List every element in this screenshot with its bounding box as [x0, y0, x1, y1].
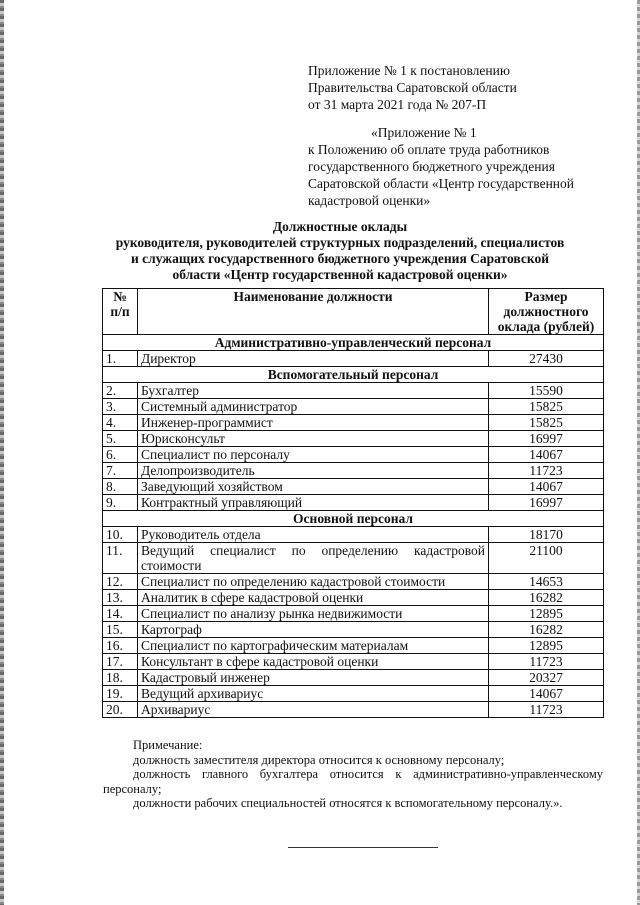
table-row: [103, 463, 604, 479]
row-salary: 18170: [489, 527, 604, 543]
table-row: [103, 351, 604, 367]
row-num: 3.: [103, 399, 138, 415]
row-name: Бухгалтер: [138, 383, 489, 399]
annex-line: Правительства Саратовской области: [308, 80, 517, 95]
row-num: 16.: [103, 638, 138, 654]
row-salary: 16997: [489, 495, 604, 511]
salary-table: [102, 288, 604, 718]
note-item: должность заместителя директора относится к основному персоналу;: [133, 752, 505, 767]
row-num: 19.: [103, 686, 138, 702]
table-row: [103, 527, 604, 543]
row-name: Инженер-программист: [138, 415, 489, 431]
table-row: [103, 670, 604, 686]
sub-annex-line: «Приложение № 1: [371, 125, 477, 140]
row-salary: 20327: [489, 670, 604, 686]
annex-line: Приложение № 1 к постановлению: [308, 63, 510, 78]
row-salary: 11723: [489, 654, 604, 670]
row-name: Картограф: [138, 622, 489, 638]
header-num: № п/п: [103, 289, 138, 335]
table-row: [103, 606, 604, 622]
row-name: Консультант в сфере кадастровой оценки: [138, 654, 489, 670]
table-row: [103, 399, 604, 415]
row-num: 9.: [103, 495, 138, 511]
scan-edge-left: [0, 0, 4, 905]
row-num: 20.: [103, 702, 138, 718]
note-item: должность главного бухгалтера относится к административно-управленческому персоналу;: [103, 767, 603, 796]
row-salary: 11723: [489, 463, 604, 479]
row-salary: 14653: [489, 574, 604, 590]
row-name: Аналитик в сфере кадастровой оценки: [138, 590, 489, 606]
row-name: Делопроизводитель: [138, 463, 489, 479]
note-item: должности рабочих специальностей относятся к вспомогательному персоналу.».: [133, 796, 563, 810]
row-num: 17.: [103, 654, 138, 670]
row-name: Директор: [138, 351, 489, 367]
row-salary: 12895: [489, 606, 604, 622]
row-salary: 14067: [489, 447, 604, 463]
row-salary: 16282: [489, 622, 604, 638]
section-title: Административно-управленческий персонал: [103, 335, 604, 351]
row-num: 1.: [103, 351, 138, 367]
table-row: [103, 479, 604, 495]
row-name: Специалист по анализу рынка недвижимости: [138, 606, 489, 622]
table-row: [103, 574, 604, 590]
section-title: Основной персонал: [103, 511, 604, 527]
section-title: Вспомогательный персонал: [103, 367, 604, 383]
annex-line: от 31 марта 2021 года № 207-П: [308, 97, 487, 112]
row-num: 14.: [103, 606, 138, 622]
row-num: 18.: [103, 670, 138, 686]
section-row: [103, 511, 604, 527]
header-name: Наименование должности: [138, 289, 489, 335]
row-name: Заведующий хозяйством: [138, 479, 489, 495]
title-line: области «Центр государственной кадастровой оценки»: [172, 267, 508, 282]
table-row: [103, 431, 604, 447]
row-name: Специалист по картографическим материалам: [138, 638, 489, 654]
row-name: Специалист по определению кадастровой стоимости: [138, 574, 489, 590]
row-salary: 15590: [489, 383, 604, 399]
row-num: 15.: [103, 622, 138, 638]
notes-block: [103, 738, 603, 811]
table-header-row: [103, 289, 604, 335]
header-salary: Размер должностного оклада (рублей): [489, 289, 604, 335]
row-num: 8.: [103, 479, 138, 495]
document-title: [60, 219, 620, 283]
row-salary: 11723: [489, 702, 604, 718]
row-num: 6.: [103, 447, 138, 463]
row-salary: 14067: [489, 686, 604, 702]
row-num: 12.: [103, 574, 138, 590]
row-salary: 14067: [489, 479, 604, 495]
separator-line: [288, 847, 438, 848]
row-name: Юрисконсульт: [138, 431, 489, 447]
table-row: [103, 383, 604, 399]
row-salary: 21100: [489, 543, 604, 574]
sub-annex-header: [308, 124, 613, 209]
table-row: [103, 495, 604, 511]
row-num: 11.: [103, 543, 138, 574]
row-name: Специалист по персоналу: [138, 447, 489, 463]
row-name: Контрактный управляющий: [138, 495, 489, 511]
row-salary: 15825: [489, 399, 604, 415]
row-name: Кадастровый инженер: [138, 670, 489, 686]
row-salary: 16282: [489, 590, 604, 606]
table-row: [103, 622, 604, 638]
title-line: Должностные оклады: [272, 219, 408, 234]
row-num: 10.: [103, 527, 138, 543]
table-row: [103, 415, 604, 431]
row-salary: 12895: [489, 638, 604, 654]
table-row: [103, 654, 604, 670]
row-salary: 15825: [489, 415, 604, 431]
table-row: [103, 543, 604, 574]
row-name: Руководитель отдела: [138, 527, 489, 543]
row-salary: 27430: [489, 351, 604, 367]
row-num: 5.: [103, 431, 138, 447]
title-line: руководителя, руководителей структурных подразделений, специалистов: [115, 235, 565, 250]
sub-annex-line: кадастровой оценки»: [308, 193, 431, 208]
row-name: Системный администратор: [138, 399, 489, 415]
row-num: 13.: [103, 590, 138, 606]
row-num: 2.: [103, 383, 138, 399]
section-row: [103, 335, 604, 351]
table-row: [103, 590, 604, 606]
sub-annex-line: государственного бюджетного учреждения: [308, 159, 555, 174]
table-row: [103, 702, 604, 718]
row-name: Архивариус: [138, 702, 489, 718]
row-name: Ведущий архивариус: [138, 686, 489, 702]
row-salary: 16997: [489, 431, 604, 447]
section-row: [103, 367, 604, 383]
table-row: [103, 686, 604, 702]
sub-annex-line: Саратовской области «Центр государственной: [308, 176, 574, 191]
table-row: [103, 638, 604, 654]
title-line: и служащих государственного бюджетного учреждения Саратовской: [131, 251, 549, 266]
row-num: 7.: [103, 463, 138, 479]
annex-header: [308, 62, 517, 113]
table-row: [103, 447, 604, 463]
notes-heading: Примечание:: [133, 738, 203, 752]
row-name: Ведущий специалист по определению кадастровой стоимости: [138, 543, 489, 574]
row-num: 4.: [103, 415, 138, 431]
sub-annex-line: к Положению об оплате труда работников: [308, 142, 550, 157]
